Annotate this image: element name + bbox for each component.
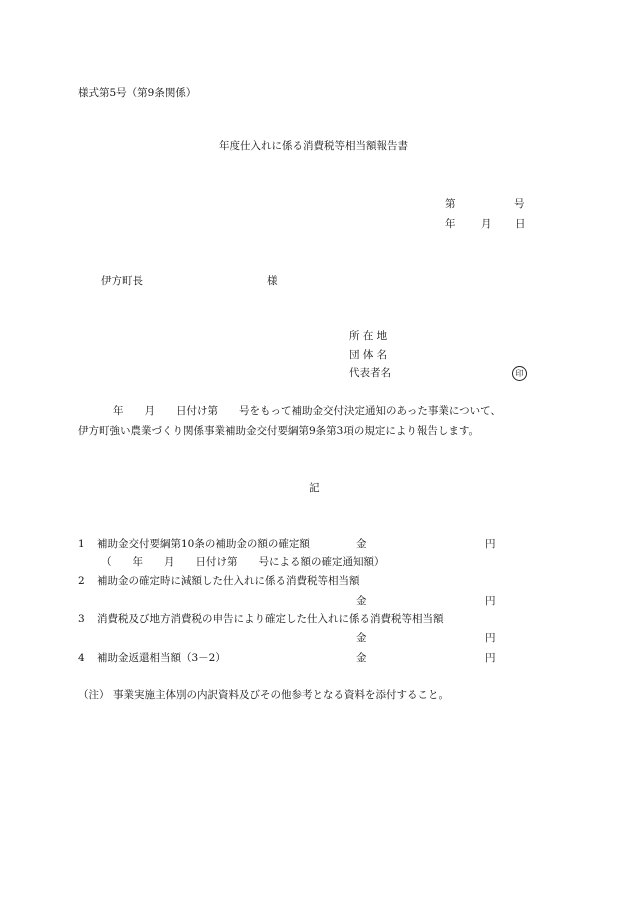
item-4-text: 補助金返還相当額（3－2） <box>97 652 226 664</box>
seal-icon: 印 <box>512 366 527 381</box>
item-1-number: 1 <box>78 538 85 550</box>
item-3-kin: 金 <box>356 632 367 644</box>
item-3-number: 3 <box>78 613 85 625</box>
note-text: 事業実施主体別の内訳資料及びその他参考となる資料を添付すること。 <box>113 689 449 701</box>
doc-number-go: 号 <box>514 198 525 210</box>
sender-address-label: 所 在 地 <box>349 330 388 342</box>
doc-number-dai: 第 <box>445 198 456 210</box>
item-2-text: 補助金の確定時に減額した仕入れに係る消費税等相当額 <box>97 575 360 587</box>
body-line-2: 伊方町強い農業づくり関係事業補助金交付要綱第9条第3項の規定により報告します。 <box>78 425 480 437</box>
item-3-en: 円 <box>485 632 496 644</box>
body-line-1: 年 月 日付け第 号をもって補助金交付決定通知のあった事業について、 <box>113 405 501 417</box>
date-month: 月 <box>481 218 492 230</box>
addressee-name: 伊方町長 <box>101 275 143 287</box>
item-2-kin: 金 <box>356 595 367 607</box>
form-label: 様式第5号（第9条関係） <box>78 87 197 99</box>
item-1-text: 補助金交付要綱第10条の補助金の額の確定額 <box>97 538 310 550</box>
item-3-text: 消費税及び地方消費税の申告により確定した仕入れに係る消費税等相当額 <box>97 613 444 625</box>
item-1-kin: 金 <box>356 538 367 550</box>
item-4-number: 4 <box>78 652 85 664</box>
item-1-subnote: （ 年 月 日付け第 号による額の確定通知額） <box>101 556 385 568</box>
item-4-kin: 金 <box>356 652 367 664</box>
document-title: 年度仕入れに係る消費税等相当額報告書 <box>219 140 408 152</box>
item-4-en: 円 <box>485 652 496 664</box>
date-day: 日 <box>515 218 526 230</box>
addressee-honorific: 様 <box>267 275 278 287</box>
sender-representative-label: 代表者名 <box>349 367 391 379</box>
item-2-number: 2 <box>78 575 85 587</box>
date-year: 年 <box>445 218 456 230</box>
item-2-en: 円 <box>485 595 496 607</box>
item-1-en: 円 <box>485 538 496 550</box>
ki-heading: 記 <box>309 482 320 494</box>
sender-group-label: 団 体 名 <box>349 349 388 361</box>
note-label: （注） <box>78 689 110 701</box>
